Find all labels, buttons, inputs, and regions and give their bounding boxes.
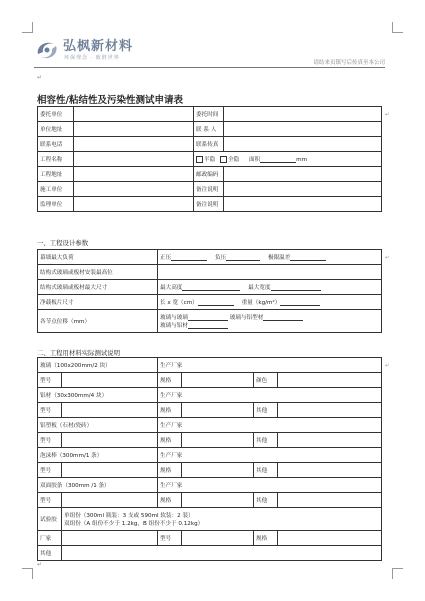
- design-parameters-table: [37, 249, 382, 333]
- model-field[interactable]: [62, 463, 158, 478]
- field-label: 其他: [38, 546, 62, 561]
- sample-sealant-cell: [62, 508, 382, 531]
- table-row: [38, 403, 382, 418]
- field-label: 净载板片尺寸: [38, 295, 158, 310]
- field-label: 型号: [38, 493, 62, 508]
- field-label: 单位地址: [38, 122, 74, 137]
- field-label: 规格: [254, 531, 278, 546]
- crop-mark-bottom-left: [22, 568, 33, 579]
- table-row: [38, 197, 382, 212]
- project-address-field[interactable]: [74, 167, 194, 182]
- request-date-field[interactable]: [224, 107, 382, 122]
- spec-field[interactable]: [278, 531, 382, 546]
- paragraph-mark-icon: ↵: [37, 561, 43, 568]
- header-divider: [34, 67, 385, 68]
- maker-cell: 生产厂家: [158, 358, 382, 373]
- header-note: 请结来页镇写后传真至本公司: [313, 60, 385, 66]
- field-label: 规格: [158, 373, 182, 388]
- sample-line: 单组份（300ml 瓶装：3 支或 590ml 软装：2 装）: [64, 513, 194, 519]
- field-label: 监理单位: [38, 197, 74, 212]
- field-label: 颜色: [254, 373, 278, 388]
- table-row: [38, 167, 382, 182]
- materials-table: [37, 357, 382, 561]
- field-label: 施工单位: [38, 182, 74, 197]
- remark-field[interactable]: [224, 182, 382, 197]
- negative-pressure-field[interactable]: [226, 254, 260, 261]
- form-title: 相容性/粘结性及污染性测试申请表: [37, 95, 183, 106]
- field-label: 委托单位: [38, 107, 74, 122]
- maker-cell: 生产厂家: [158, 418, 382, 433]
- table-row: [38, 388, 382, 403]
- field-label: 结构式玻璃或板材安装最高位: [38, 265, 158, 280]
- crop-mark-top-right: [392, 22, 403, 33]
- table-row: [38, 122, 382, 137]
- material-name: 铝塑板（石材/瓷砖）: [38, 418, 158, 433]
- supervisor-field[interactable]: [74, 197, 194, 212]
- field-label: 其他: [254, 493, 278, 508]
- field-label: 幕墙最大负荷: [38, 250, 158, 265]
- model-field[interactable]: [182, 531, 254, 546]
- spec-field[interactable]: [182, 403, 254, 418]
- table-row: [38, 478, 382, 493]
- table-row: [38, 182, 382, 197]
- field-label: 联 系 人: [194, 122, 224, 137]
- table-row: [38, 531, 382, 546]
- field-label: 厂家: [38, 531, 62, 546]
- sample-line: 双组份（A 组份不少于 1.2kg，B 组份不少于 0.12kg）: [64, 521, 204, 527]
- field-label: 备注说明: [194, 197, 224, 212]
- table-row: [38, 418, 382, 433]
- material-name: 铝材（30x300mm/4 块）: [38, 388, 158, 403]
- field-label: 结构式玻璃或板材最大尺寸: [38, 280, 158, 295]
- spec-field[interactable]: [182, 463, 254, 478]
- paragraph-mark-icon: ↵: [37, 74, 43, 81]
- phone-field[interactable]: [74, 137, 194, 152]
- maker-cell: 生产厂家: [158, 478, 382, 493]
- table-row: [38, 493, 382, 508]
- logo-swirl-icon: [34, 38, 60, 62]
- table-row: [38, 295, 382, 310]
- field-label: 其他: [254, 463, 278, 478]
- model-field[interactable]: [62, 373, 158, 388]
- model-field[interactable]: [62, 493, 158, 508]
- other-field[interactable]: [62, 546, 382, 561]
- temperature-diff-field[interactable]: [290, 254, 326, 261]
- section-heading: 一、工程设计参数: [37, 239, 89, 247]
- material-name: 玻璃（100x200mm/2 块）: [38, 358, 158, 373]
- material-name: 双面胶条（300mm /1 条）: [38, 478, 158, 493]
- positive-pressure-field[interactable]: [171, 254, 207, 261]
- glass-aluminum-field[interactable]: [188, 322, 228, 329]
- displacement-cell: 玻璃与玻璃 玻璃与铝型材 玻璃与铝材: [158, 310, 382, 333]
- half-hidden-checkbox[interactable]: [196, 156, 203, 163]
- max-width-field[interactable]: [271, 284, 321, 291]
- field-label: 规格: [158, 433, 182, 448]
- table-row: [38, 310, 382, 333]
- area-field[interactable]: [260, 156, 296, 163]
- glass-profile-field[interactable]: [263, 314, 303, 321]
- glazing-type-cell: 半隐 全隐 面积 mm: [194, 152, 382, 167]
- maker-cell: 生产厂家: [158, 388, 382, 403]
- max-install-height-field[interactable]: [158, 265, 382, 280]
- table-row: [38, 546, 382, 561]
- table-row: [38, 508, 382, 531]
- panel-weight-field[interactable]: [280, 299, 320, 306]
- field-label: 型号: [38, 373, 62, 388]
- full-hidden-checkbox[interactable]: [220, 156, 227, 163]
- table-row: [38, 265, 382, 280]
- row-end-mark: ↵: [385, 363, 390, 369]
- table-row: [38, 250, 382, 265]
- client-info-table: [37, 106, 382, 212]
- field-label: 型号: [38, 433, 62, 448]
- glass-glass-field[interactable]: [188, 314, 228, 321]
- table-row: [38, 280, 382, 295]
- company-logo: [34, 38, 133, 62]
- company-slogan: 环保理念 · 致胜世界: [64, 54, 120, 61]
- field-label: 试验胶: [38, 508, 62, 531]
- field-label: 各节点位移（mm）: [38, 310, 158, 333]
- field-label: 型号: [38, 463, 62, 478]
- other-field[interactable]: [278, 433, 382, 448]
- section-heading: 二、工程用材料实际测试说明: [37, 349, 121, 357]
- row-end-mark: ↵: [385, 255, 390, 261]
- fax-field[interactable]: [224, 137, 382, 152]
- other-field[interactable]: [278, 403, 382, 418]
- table-row: [38, 433, 382, 448]
- row-end-mark: ↵: [385, 112, 390, 118]
- table-row: [38, 137, 382, 152]
- table-row: [38, 373, 382, 388]
- max-height-field[interactable]: [182, 284, 240, 291]
- table-row: [38, 152, 382, 167]
- table-row: [38, 107, 382, 122]
- client-name-field[interactable]: [74, 107, 194, 122]
- field-label: 联系电话: [38, 137, 74, 152]
- model-field[interactable]: [62, 433, 158, 448]
- field-label: 联系传真: [194, 137, 224, 152]
- field-label: 工程名称: [38, 152, 74, 167]
- spec-field[interactable]: [182, 433, 254, 448]
- project-name-field[interactable]: [74, 152, 194, 167]
- field-label: 规格: [158, 403, 182, 418]
- material-name: 泡沫棒（300mm/1 条）: [38, 448, 158, 463]
- spec-field[interactable]: [182, 493, 254, 508]
- color-field[interactable]: [278, 373, 382, 388]
- field-label: 规格: [158, 493, 182, 508]
- crop-mark-top-left: [22, 22, 33, 33]
- contractor-field[interactable]: [74, 182, 194, 197]
- field-label: 规格: [158, 463, 182, 478]
- table-row: [38, 358, 382, 373]
- table-row: [38, 463, 382, 478]
- other-field[interactable]: [278, 463, 382, 478]
- crop-mark-bottom-right: [392, 568, 403, 579]
- field-label: 其他: [254, 433, 278, 448]
- model-field[interactable]: [62, 403, 158, 418]
- field-label: 委托时间: [194, 107, 224, 122]
- company-name: 弘枫新材料: [63, 38, 134, 54]
- field-label: 邮政编码: [194, 167, 224, 182]
- table-row: [38, 448, 382, 463]
- spec-field[interactable]: [182, 373, 254, 388]
- field-label: 型号: [158, 531, 182, 546]
- field-label: 备注说明: [194, 182, 224, 197]
- field-label: 工程地址: [38, 167, 74, 182]
- contact-person-field[interactable]: [224, 122, 382, 137]
- postcode-field[interactable]: [224, 167, 382, 182]
- panel-size-field[interactable]: [198, 299, 234, 306]
- field-label: 型号: [38, 403, 62, 418]
- panel-size-cell: 长 x 宽（cm） 重量（kg/m²）: [158, 295, 382, 310]
- maker-field[interactable]: [62, 531, 158, 546]
- maker-cell: 生产厂家: [158, 448, 382, 463]
- field-label: 其他: [254, 403, 278, 418]
- other-field[interactable]: [278, 493, 382, 508]
- address-field[interactable]: [74, 122, 194, 137]
- load-cell: 正压 负压 极限温差: [158, 250, 382, 265]
- max-size-cell: 最大高度 最大宽度: [158, 280, 382, 295]
- remark-field[interactable]: [224, 197, 382, 212]
